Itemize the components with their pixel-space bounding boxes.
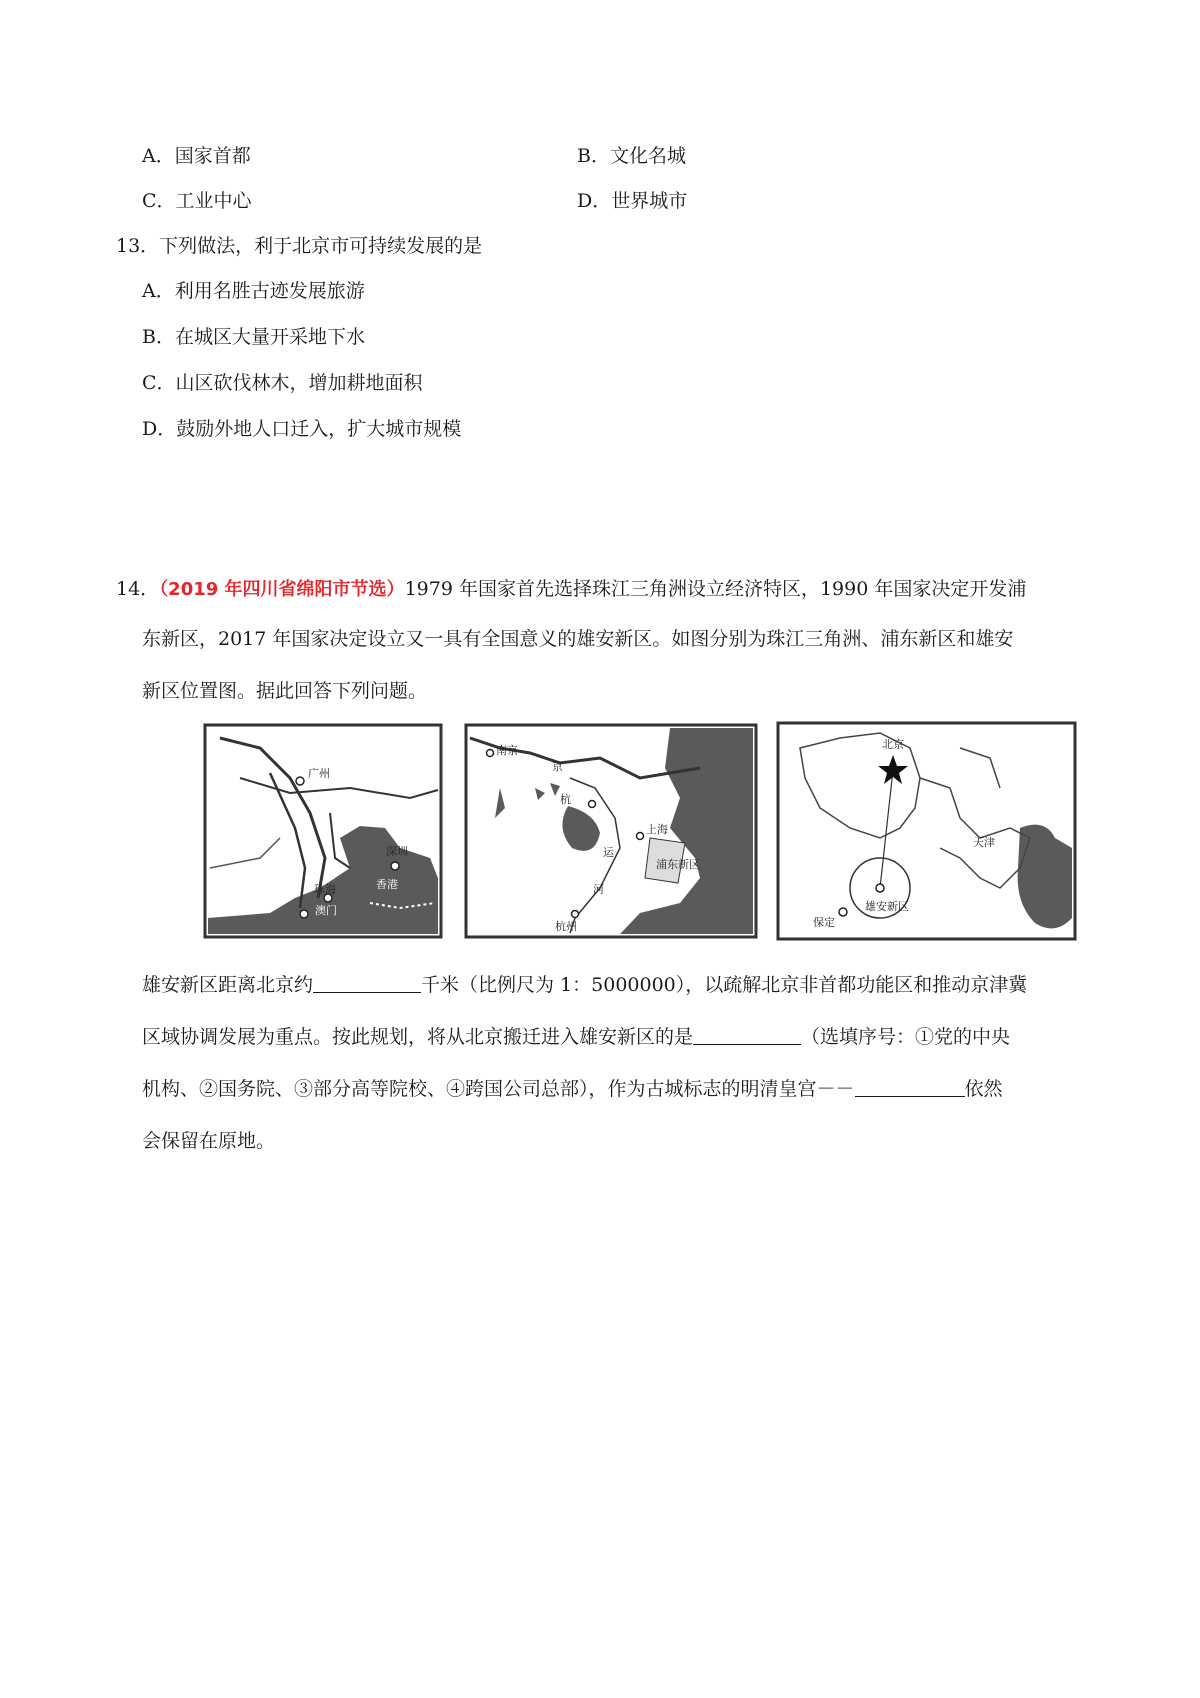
option-text: 利用名胜古迹发展旅游 — [174, 280, 365, 302]
q14-question-line-4: 会保留在原地。 — [142, 1130, 276, 1152]
option-letter: D． — [142, 418, 177, 440]
option-text: 山区砍伐林木，增加耕地面积 — [175, 372, 423, 394]
xiongan-map — [778, 723, 1075, 939]
option-text: 国家首都 — [174, 145, 251, 167]
q12-option-d — [577, 188, 687, 214]
option-letter: B． — [577, 145, 610, 167]
q13-option-b — [142, 324, 365, 350]
answer-blank-palace[interactable] — [855, 1076, 965, 1097]
q12-option-b — [577, 143, 686, 169]
label-guangzhou: 广州 — [308, 767, 330, 780]
answer-blank-relocation[interactable] — [693, 1024, 801, 1045]
label-hongkong: 香港 — [376, 878, 398, 891]
question-text: 千米（比例尺为 1：5000000），以疏解北京非首都功能区和推动京津冀 — [421, 974, 1028, 996]
location-maps-figure — [200, 718, 1080, 944]
option-text: 在城区大量开采地下水 — [174, 326, 365, 348]
option-letter: A． — [142, 145, 175, 167]
q14-intro-line-2: 东新区，2017 年国家决定设立又一具有全国意义的雄安新区。如图分别为珠江三角洲、浦东新区和雄安 — [142, 628, 1014, 650]
option-text: 鼓励外地人口迁入，扩大城市规模 — [176, 418, 462, 440]
label-hang: 杭 — [560, 793, 571, 806]
label-zhuhai: 珠海 — [314, 883, 336, 896]
question-text: 区域协调发展为重点。按此规划，将从北京搬迁进入雄安新区的是 — [142, 1026, 694, 1048]
q13-option-d — [142, 416, 461, 442]
q12-option-a — [142, 143, 251, 169]
pudong-map — [466, 725, 756, 937]
q13-option-c — [142, 370, 423, 396]
q13-stem: 13．下列做法，利于北京市可持续发展的是 — [116, 235, 483, 257]
label-baoding: 保定 — [813, 916, 835, 929]
option-letter: C． — [142, 190, 176, 212]
label-yun: 运 — [603, 846, 614, 859]
option-text: 文化名城 — [609, 145, 686, 167]
question-number: 14． — [116, 578, 160, 600]
option-letter: C． — [142, 372, 176, 394]
label-he: 河 — [593, 883, 604, 896]
q14-question-line-2 — [142, 1024, 1010, 1050]
option-letter: D． — [577, 190, 612, 212]
q13-option-a — [142, 278, 365, 304]
label-tianjin: 天津 — [973, 836, 995, 849]
question-text: 机构、②国务院、③部分高等院校、④跨国公司总部），作为古城标志的明清皇宫－－ — [142, 1078, 855, 1100]
q12-option-c — [142, 188, 252, 214]
label-beijing: 北京 — [882, 738, 904, 751]
question-text: 雄安新区距离北京约 — [142, 974, 314, 996]
option-letter: B． — [142, 326, 175, 348]
label-pudong: 浦东新区 — [656, 858, 700, 871]
question-text: 依然 — [964, 1078, 1003, 1100]
option-text: 工业中心 — [175, 190, 252, 212]
label-shanghai: 上海 — [646, 823, 668, 836]
label-xiongan: 雄安新区 — [865, 900, 909, 913]
label-hangzhou: 杭州 — [555, 920, 577, 933]
intro-text: 1979 年国家首先选择珠江三角洲设立经济特区，1990 年国家决定开发浦 — [404, 578, 1027, 600]
label-nanjing: 南京 — [496, 744, 518, 757]
q14-question-line-3 — [142, 1076, 1003, 1102]
source-tag: （2019 年四川省绵阳市节选） — [159, 579, 405, 600]
label-shenzhen: 深圳 — [386, 845, 408, 858]
q14-intro-line-3: 新区位置图。据此回答下列问题。 — [142, 680, 428, 702]
label-macau: 澳门 — [315, 904, 337, 917]
question-text: （选填序号：①党的中央 — [801, 1026, 1011, 1048]
q14-question-line-1 — [142, 972, 1027, 998]
option-letter: A． — [142, 280, 175, 302]
answer-blank-distance[interactable] — [313, 972, 421, 993]
pearl-river-delta-map — [205, 725, 441, 937]
q14-intro-line-1 — [116, 576, 1026, 603]
option-text: 世界城市 — [611, 190, 688, 212]
label-jing: 京 — [552, 760, 563, 773]
